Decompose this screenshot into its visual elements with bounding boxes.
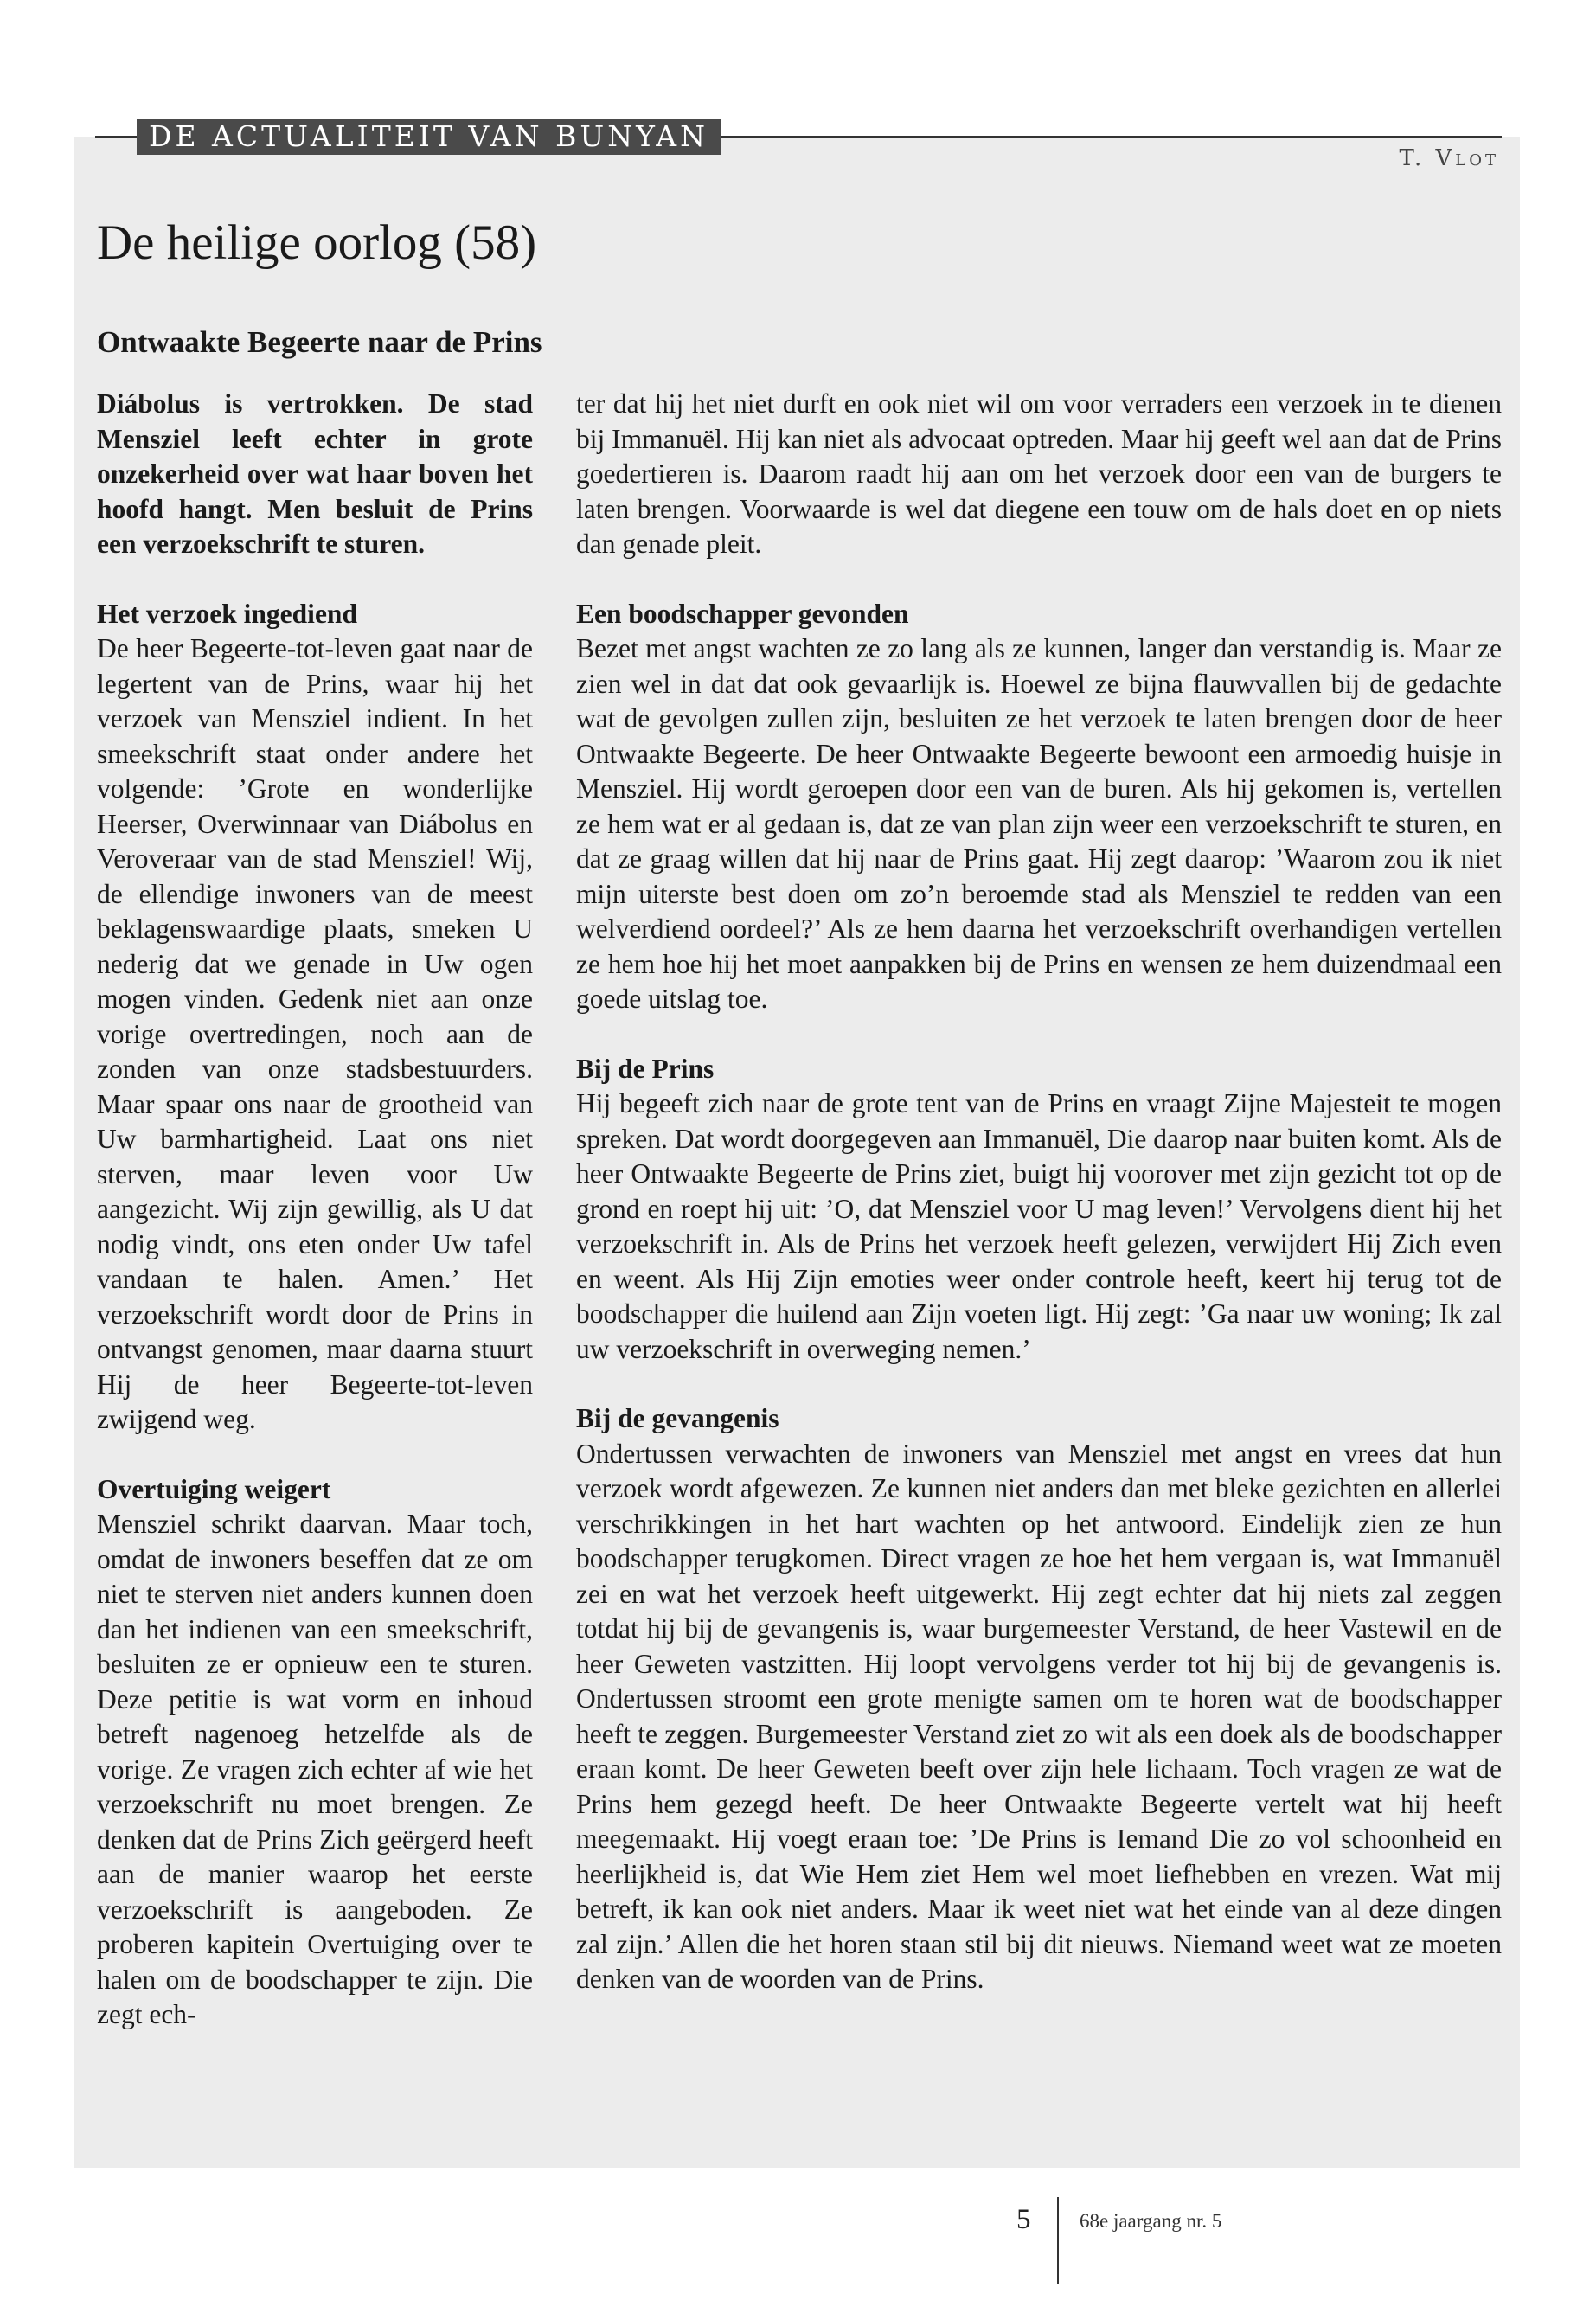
section-text: Ondertussen verwachten de inwoners van Mensziel met angst en vrees dat hun verzoek wordt afgewezen. Ze kunnen niet anders dan met bleke gezichten en allerlei verschrikkingen in het hart wachten op het antwoord. Eindelijk zien ze hun boodschapper terugkomen. Direct vragen ze hoe het hem vergaan is, wat Immanuël zei en wat het verzoek heeft uitgewerkt. Hij zegt echter dat hij niets zal zeggen totdat hij bij de gevangenis is, waar burgemeester Verstand, de heer Vastewil en de heer Geweten vastzitten. Hij loopt vervolgens verder tot hij bij de gevangenis is. Ondertussen stroomt een grote menigte samen om te horen wat de boodschapper heeft te zeggen. Burgemeester Verstand ziet zo wit als een doek als de boodschapper eraan komt. De heer Geweten beeft over zijn hele lichaam. Toch vragen ze wat de Prins hem gezegd heeft. De heer Ontwaakte Begeerte vertelt wat hij heeft meegemaakt. Hij voegt eraan toe: ’De Prins is Iemand Die zo vol schoonheid en heerlijkheid is, dat Wie Hem ziet Hem wel moet liefhebben en vrezen. Wat mij betreft, ik kan ook niet anders. Maar ik weet niet wat het einde van al deze dingen zal zijn.’ Allen die het horen staan stil bij dit nieuws. Niemand weet wat ze moeten denken van de woorden van de Prins.: [576, 1438, 1502, 1994]
column-right: [576, 387, 1502, 2032]
article-subtitle: Ontwaakte Begeerte naar de Prins: [97, 325, 542, 359]
section-text: Mensziel schrikt daarvan. Maar toch, omdat de inwoners beseffen dat ze om niet te sterven niet anders kunnen doen dan het indienen van een smeekschrift, besluiten ze er opnieuw een te sturen. Deze petitie is wat vorm en inhoud betreft nagenoeg hetzelfde als de vorige. Ze vragen zich echter af wie het verzoekschrift nu moet brengen. Ze denken dat de Prins Zich geërgerd heeft aan de manier waarop het eerste verzoekschrift is aangeboden. Ze proberen kapitein Overtuiging over te halen om de boodschapper te zijn. Die zegt ech-: [97, 1509, 533, 2029]
section-label: DE ACTUALITEIT VAN BUNYAN: [137, 119, 721, 155]
article-title: De heilige oorlog (58): [97, 215, 537, 270]
section-overtuiging-weigert-continued: [576, 387, 1502, 562]
article-lead: Diábolus is vertrokken. De stad Mensziel leeft echter in grote onzekerheid over wat haar boven het hoofd hangt. Men besluit de Prins een verzoekschrift te sturen.: [97, 388, 533, 559]
section-overtuiging-weigert: [97, 1472, 533, 2033]
section-heading: Bij de Prins: [576, 1053, 715, 1084]
section-text: De heer Begeerte-tot-leven gaat naar de legertent van de Prins, waar hij het verzoek van Mensziel indient. In het smeekschrift staat onder andere het volgende: ’Grote en wonderlijke Heerser, Overwinnaar van Diábolus en Veroveraar van de stad Mensziel! Wij, de ellendige inwoners van de meest beklagenswaardige plaats, smeken U nederig dat we genade in Uw ogen mogen vinden. Gedenk niet aan onze vorige overtredingen, noch aan de zonden van onze stadsbestuurders. Maar spaar ons naar de grootheid van Uw barmhartigheid. Laat ons niet sterven, maar leven voor Uw aangezicht. Wij zijn gewillig, als U dat nodig vindt, ons eten onder Uw tafel vandaan te halen. Amen.’ Het verzoekschrift wordt door de Prins in ontvangst genomen, maar daarna stuurt Hij de heer Begeerte-tot-leven zwijgend weg.: [97, 633, 533, 1434]
section-text: Hij begeeft zich naar de grote tent van de Prins en vraagt Zijne Majesteit te mogen spreken. Dat wordt doorgegeven aan Immanuël, Die daarop naar buiten komt. Als de heer Ontwaakte Begeerte de Prins ziet, buigt hij voorover met zijn gezicht tot op de grond en roept hij uit: ’O, dat Mensziel voor U mag leven!’ Vervolgens dient hij het verzoekschrift in. Als de Prins het verzoek heeft gelezen, verwijdert Hij Zich even en weent. Als Hij Zijn emoties weer onder controle heeft, keert hij terug tot de boodschapper die huilend aan Zijn voeten ligt. Hij zegt: ’Ga naar uw woning; Ik zal uw verzoekschrift in overweging nemen.’: [576, 1088, 1502, 1364]
issue-label: 68e jaargang nr. 5: [1080, 2210, 1222, 2232]
section-heading: Het verzoek ingediend: [97, 598, 357, 629]
page-number: 5: [1016, 2204, 1031, 2235]
section-bij-de-prins: [576, 1052, 1502, 1368]
section-heading: Overtuiging weigert: [97, 1473, 331, 1504]
author-name: T. Vlot: [1399, 145, 1499, 171]
column-left: [97, 387, 533, 2067]
footer-divider: [1057, 2197, 1059, 2284]
section-verzoek-ingediend: [97, 597, 533, 1438]
section-heading: Bij de gevangenis: [576, 1403, 779, 1433]
section-text: Bezet met angst wachten ze zo lang als ze kunnen, langer dan verstandig is. Maar ze zien wel in dat dat ook gevaarlijk is. Hoewel ze bijna flauwvallen bij de gedachte wat de gevolgen zullen zijn, besluiten ze het verzoek te laten brengen door de heer Ontwaakte Begeerte. De heer Ontwaakte Begeerte bewoont een armoedig huisje in Mensziel. Hij wordt geroepen door een van de buren. Als hij gekomen is, vertellen ze hem wat er al gedaan is, dat ze van plan zijn weer een verzoekschrift te sturen, en dat ze graag willen dat hij naar de Prins gaat. Hij zegt daarop: ’Waarom zou ik niet mijn uiterste best doen om zo’n beroemde stad als Mensziel te redden van een welverdiend oordeel?’ Als ze hem daarna het verzoekschrift overhandigen vertellen ze hem hoe hij het moet aanpakken bij de Prins en wensen ze hem duizendmaal een goede uitslag toe.: [576, 633, 1502, 1014]
section-heading: Een boodschapper gevonden: [576, 598, 909, 629]
section-bij-de-gevangenis: [576, 1401, 1502, 1997]
section-text: ter dat hij het niet durft en ook niet wil om voor verraders een verzoek in te dienen bij Immanuël. Hij kan niet als advocaat optreden. Maar hij geeft wel aan dat de Prins goedertieren is. Daarom raadt hij aan om het verzoek door een van de burgers te laten brengen. Voorwaarde is wel dat diegene een touw om de hals doet en op niets dan genade pleit.: [576, 388, 1502, 559]
section-boodschapper-gevonden: [576, 597, 1502, 1017]
